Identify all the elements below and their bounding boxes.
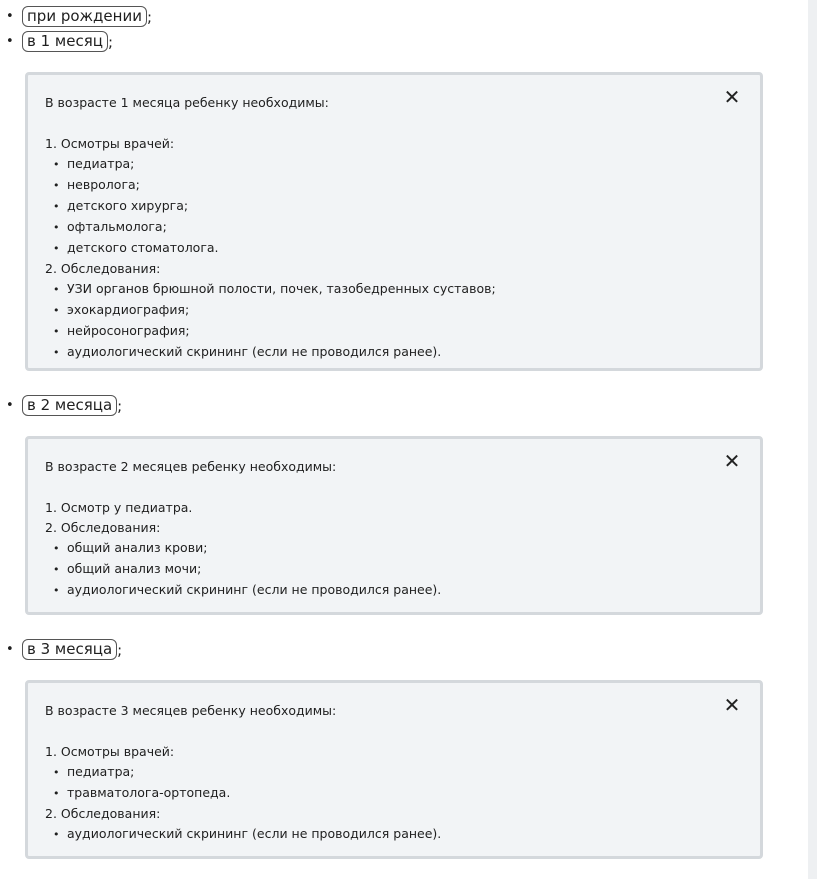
bullet-icon: •: [6, 397, 14, 413]
list-heading: 1. Осмотры врачей:: [45, 744, 175, 759]
age-item-3-months: [6, 639, 122, 660]
list-item: • аудиологический скрининг (если не проводился ранее).: [45, 342, 496, 363]
list-item: • педиатра;: [45, 762, 441, 783]
list-item: • травматолога-ортопеда.: [45, 783, 441, 804]
list-item: • аудиологический скрининг (если не проводился ранее).: [45, 824, 441, 845]
age-chip-2-months[interactable]: в 2 месяца: [22, 395, 117, 416]
age-suffix: ;: [146, 7, 153, 26]
age-suffix: ;: [117, 640, 123, 659]
scrollbar[interactable]: [808, 0, 817, 879]
card-body: [45, 498, 441, 601]
close-icon[interactable]: ✕: [723, 693, 741, 717]
age-item-2-months: [6, 395, 122, 416]
age-chip-3-months[interactable]: в 3 месяца: [22, 639, 117, 660]
list-heading: 2. Обследования:: [45, 806, 161, 821]
list-item: • детского хирурга;: [45, 196, 496, 217]
list-item: • общий анализ крови;: [45, 538, 441, 559]
list-heading: 1. Осмотр у педиатра.: [45, 500, 193, 515]
close-icon[interactable]: ✕: [723, 449, 741, 473]
age-chip-1-month[interactable]: в 1 месяц: [22, 31, 108, 52]
age-suffix: ;: [107, 32, 114, 51]
list-heading: 2. Обследования:: [45, 261, 161, 276]
card-body: [45, 134, 496, 363]
bullet-icon: •: [6, 33, 14, 49]
list-heading: 1. Осмотры врачей:: [45, 136, 175, 151]
list-item: • офтальмолога;: [45, 217, 496, 238]
list-item: • УЗИ органов брюшной полости, почек, тазобедренных суставов;: [45, 279, 496, 300]
info-card-1-month: [25, 72, 763, 371]
list-item: • эхокардиография;: [45, 300, 496, 321]
list-item: • педиатра;: [45, 154, 496, 175]
bullet-icon: •: [6, 641, 14, 657]
bullet-icon: •: [6, 8, 14, 24]
age-suffix: ;: [117, 396, 123, 415]
age-item-birth: [6, 6, 152, 27]
card-body: [45, 742, 441, 845]
card-title: В возрасте 3 месяцев ребенку необходимы:: [45, 703, 337, 718]
list-heading: 2. Обследования:: [45, 520, 161, 535]
list-item: • нейросонография;: [45, 321, 496, 342]
card-title: В возрасте 1 месяца ребенку необходимы:: [45, 95, 329, 110]
info-card-2-months: [25, 436, 763, 615]
card-title: В возрасте 2 месяцев ребенку необходимы:: [45, 459, 337, 474]
close-icon[interactable]: ✕: [723, 85, 741, 109]
list-item: • детского стоматолога.: [45, 238, 496, 259]
list-item: • невролога;: [45, 175, 496, 196]
info-card-3-months: [25, 680, 763, 859]
list-item: • общий анализ мочи;: [45, 559, 441, 580]
age-chip-birth[interactable]: при рождении: [22, 6, 147, 27]
list-item: • аудиологический скрининг (если не проводился ранее).: [45, 580, 441, 601]
age-item-1-month: [6, 31, 113, 52]
